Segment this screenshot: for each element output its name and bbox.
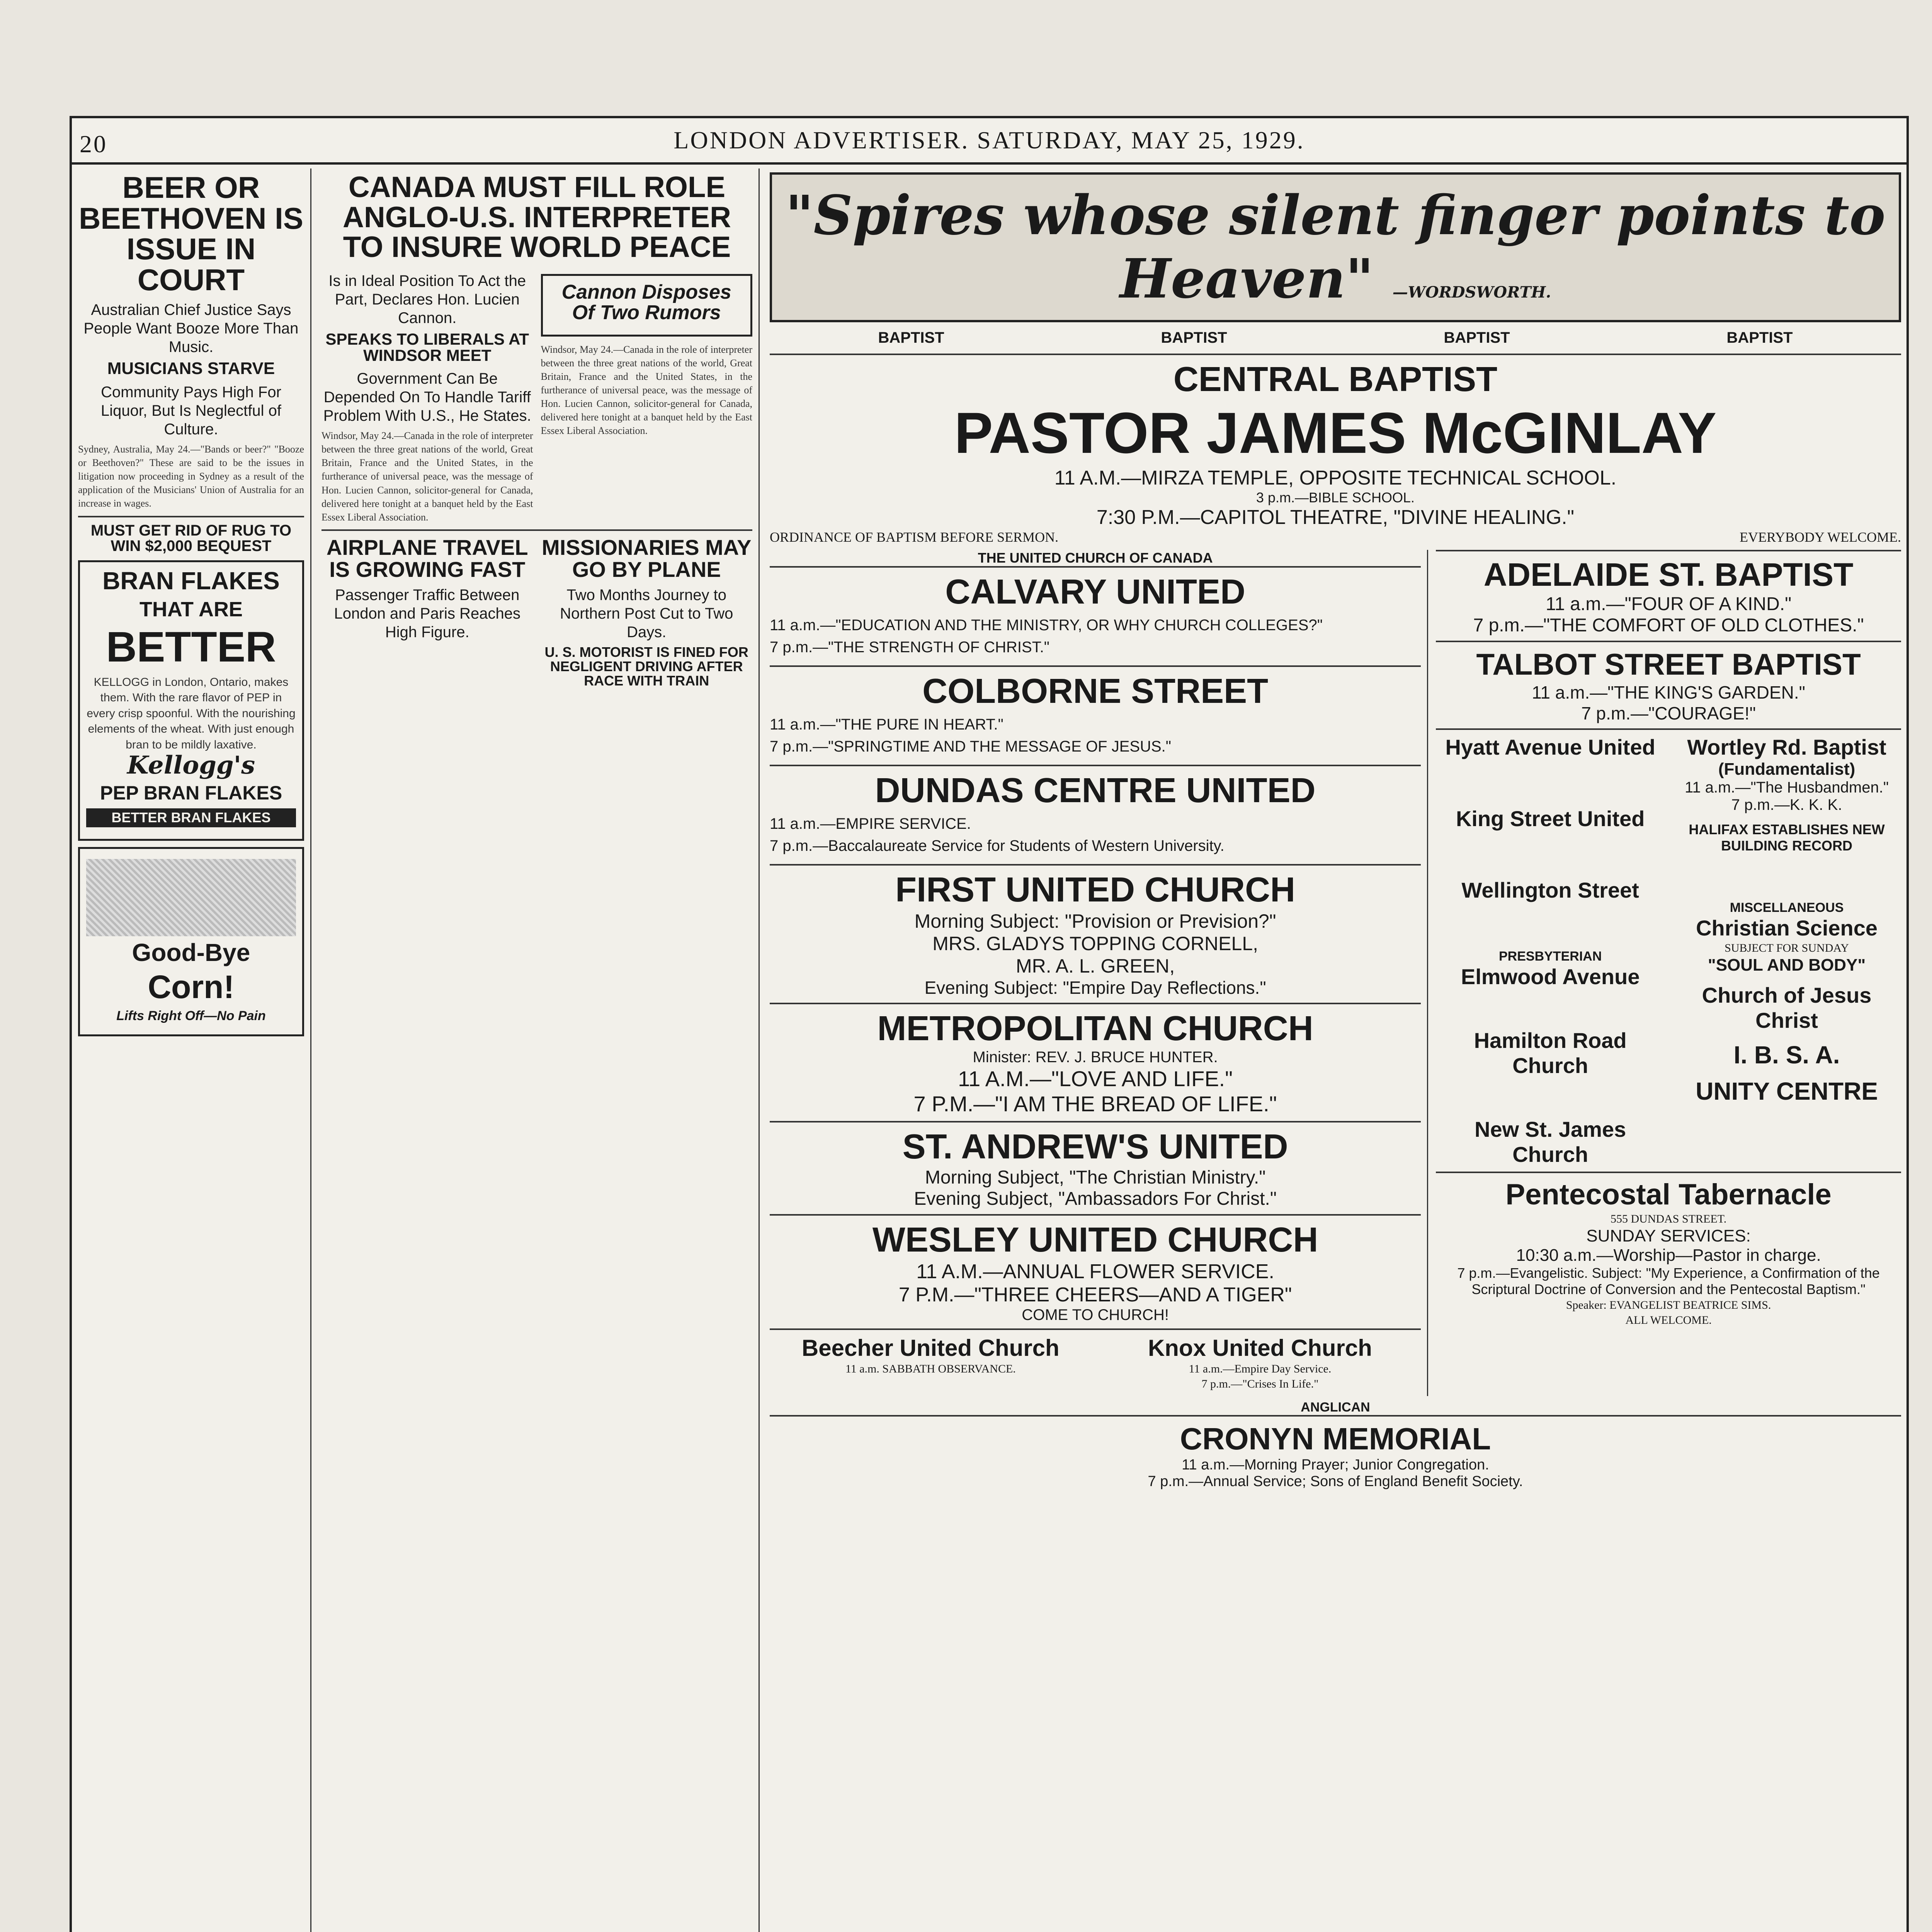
presbyterian-label: PRESBYTERIAN [1499,949,1602,964]
wortley-l1: 11 a.m.—"The Husbandmen." [1685,779,1889,796]
adelaide [1436,550,1901,641]
wesley-name: WESLEY UNITED CHURCH [872,1221,1318,1259]
beecher-name: Beecher United Church [801,1335,1060,1361]
colborne-l1: 11 a.m.—"THE PURE IN HEART." [770,716,1003,733]
baptist-label: BAPTIST [1161,329,1227,346]
metropolitan-l1: Minister: REV. J. BRUCE HUNTER. [973,1049,1218,1066]
baptist-label: BAPTIST [1726,329,1793,346]
subhead-ideal-position: Is in Ideal Position To Act the Part, Declares Hon. Lucien Cannon. [328,272,526,327]
central-pastor: PASTOR JAMES McGINLAY [954,400,1717,465]
headline-missionaries: MISSIONARIES MAY GO BY PLANE [542,535,752,582]
calvary-l2: 7 p.m.—"THE STRENGTH OF CHRIST." [770,639,1050,656]
anglican-section [770,1400,1901,1415]
corn-ad [78,847,304,1036]
pentecostal-l5: ALL WELCOME. [1625,1314,1712,1327]
anglican-label: ANGLICAN [1301,1400,1370,1415]
hyatt-name: Hyatt Avenue United [1445,735,1655,759]
central-l2: 3 p.m.—BIBLE SCHOOL. [1256,490,1415,505]
standrews-l1: Morning Subject, "The Christian Ministry." [925,1167,1266,1188]
baptist-label: BAPTIST [1444,329,1510,346]
first-l1: Morning Subject: "Provision or Prevision?" [914,910,1276,932]
story-cannon: Windsor, May 24.—Canada in the role of interpreter between the three great nations of the world, Great Britain, France and the United States, in the furtherance of universal peace, was the message of Hon. Lucien Cannon, solicitor-general for Canada, delivered here tonight at a banquet held by the East Essex Liberal Association. [321,430,533,523]
column-middle [315,168,760,1932]
st-andrews [770,1121,1421,1214]
first-united [770,864,1421,1003]
masthead-text: LONDON ADVERTISER. SATURDAY, MAY 25, 1929. [673,126,1305,154]
cronyn [770,1415,1901,1495]
wortley-name: Wortley Rd. Baptist [1687,735,1886,759]
story-beer-beethoven: Sydney, Australia, May 24.—"Bands or beer?" "Booze or Beethoven?" These are said to be the issues in litigation now proceeding in Sydney as a result of the application of the Musicians' Union of Australia for an increase in wages. [78,444,304,509]
wellington-name: Wellington Street [1461,878,1639,902]
pentecostal-addr: 555 DUNDAS STREET. [1610,1213,1727,1225]
cronyn-l1: 11 a.m.—Morning Prayer; Junior Congregation. [1182,1457,1489,1473]
headline-rug-bequest: MUST GET RID OF RUG TO WIN $2,000 BEQUEST [90,522,292,555]
subhead-missionaries: Two Months Journey to Northern Post Cut to Two Days. [560,587,733,641]
pentecostal-name: Pentecostal Tabernacle [1505,1178,1832,1211]
metropolitan-l2: 11 A.M.—"LOVE AND LIFE." [958,1066,1233,1091]
hamilton-name: Hamilton Road Church [1474,1028,1627,1078]
knox-name: Knox United Church [1148,1335,1372,1361]
wesley-l3: COME TO CHURCH! [1022,1306,1169,1323]
science-name: Christian Science [1696,916,1878,940]
headline-motorist: U. S. MOTORIST IS FINED FOR NEGLIGENT DRIVING AFTER RACE WITH TRAIN [544,644,748,689]
kellogg-ad [78,560,304,841]
headline-canada-interpreter: CANADA MUST FILL ROLE ANGLO-U.S. INTERPRETER TO INSURE WORLD PEACE [343,171,731,264]
ad-that-are: THAT ARE [139,598,243,621]
ad-footer: BETTER BRAN FLAKES [86,808,296,827]
dundas-l1: 11 a.m.—EMPIRE SERVICE. [770,815,971,832]
headline-beer-beethoven: BEER OR BEETHOVEN IS ISSUE IN COURT [79,170,303,297]
pentecostal-l1: SUNDAY SERVICES: [1586,1226,1751,1245]
ad-product: PEP BRAN FLAKES [100,782,282,804]
ad-better: BETTER [106,623,276,671]
subhead-windsor: SPEAKS TO LIBERALS AT WINDSOR MEET [325,330,529,365]
divider [78,516,304,517]
metropolitan-name: METROPOLITAN CHURCH [877,1009,1313,1048]
standrews-name: ST. ANDREW'S UNITED [902,1128,1288,1166]
central-baptist [770,354,1901,550]
colborne-name: COLBORNE STREET [922,672,1269,711]
newstjames-name: New St. James Church [1475,1117,1626,1167]
kingst-name: King Street United [1456,806,1645,831]
knox [1099,1335,1421,1391]
beecher [770,1335,1092,1391]
talbot-name: TALBOT STREET BAPTIST [1476,647,1861,681]
column-left [72,168,311,1932]
standrews-l2: Evening Subject, "Ambassadors For Christ." [914,1189,1277,1209]
central-name: CENTRAL BAPTIST [1173,360,1498,399]
first-l3: MR. A. L. GREEN, [1016,955,1175,977]
jesus-name: Church of Jesus Christ [1702,983,1872,1032]
foot-illustration [86,859,296,936]
metropolitan [770,1003,1421,1121]
calvary-name: CALVARY UNITED [945,573,1245,611]
unity-name: UNITY CENTRE [1696,1077,1878,1105]
page-number: 20 [80,130,107,158]
subhead-airplane: Passenger Traffic Between London and Paris Reaches High Figure. [334,587,521,641]
subhead-chief-justice: Australian Chief Justice Says People Want Booze More Than Music. [83,301,299,356]
spires-banner [770,172,1901,322]
talbot-l2: 7 p.m.—"COURAGE!" [1581,703,1756,723]
subhead-musicians: MUSICIANS STARVE [107,359,275,378]
box-cannon-rumors [541,274,753,337]
first-l2: MRS. GLADYS TOPPING CORNELL, [932,933,1259,954]
knox-l1: 11 a.m.—Empire Day Service. [1189,1362,1332,1375]
ad-corn: Corn! [148,969,235,1005]
wesley [770,1214,1421,1328]
metropolitan-l3: 7 P.M.—"I AM THE BREAD OF LIFE." [913,1092,1277,1116]
first-l4: Evening Subject: "Empire Day Reflections." [924,978,1266,998]
banner-credit: —WORDSWORTH. [1392,283,1551,301]
science-l2: "SOUL AND BODY" [1708,956,1866,975]
adelaide-l1: 11 a.m.—"FOUR OF A KIND." [1546,594,1792,614]
united-label: THE UNITED CHURCH OF CANADA [978,550,1213,566]
knox-l2: 7 p.m.—"Crises In Life." [1201,1378,1319,1390]
adelaide-name: ADELAIDE ST. BAPTIST [1483,556,1854,593]
colborne-l2: 7 p.m.—"SPRINGTIME AND THE MESSAGE OF JESUS." [770,738,1171,755]
story-cannon-cont: Windsor, May 24.—Canada in the role of interpreter between the three great nations of the world, Great Britain, France and the United States, in the furtherance of universal peace, was the message of Hon. Lucien Cannon, solicitor-general for Canada, delivered here tonight at a banquet held by the East Essex Liberal Association. [541,344,752,437]
church-directory [764,168,1907,1932]
cronyn-name: CRONYN MEMORIAL [1180,1422,1491,1456]
science-l1: SUBJECT FOR SUNDAY [1725,942,1849,954]
misc-label: MISCELLANEOUS [1730,900,1844,915]
divider [321,529,752,531]
subhead-community: Community Pays High For Liquor, But Is Neglectful of Culture. [101,384,281,438]
ad-text: KELLOGG in London, Ontario, makes them. With the rare flavor of PEP in every crisp spoonful. With the nourishing elements of the wheat. With just enough bran to be mildly laxative. [87,675,296,751]
first-name: FIRST UNITED CHURCH [895,871,1296,909]
ad-bran-flakes: BRAN FLAKES [102,567,280,595]
headline-airplane: AIRPLANE TRAVEL IS GROWING FAST [326,535,528,582]
pentecostal [1436,1172,1901,1332]
cronyn-l2: 7 p.m.—Annual Service; Sons of England Benefit Society. [1148,1473,1523,1490]
halifax-name: HALIFAX ESTABLISHES NEW BUILDING RECORD [1689,821,1885,854]
adelaide-l2: 7 p.m.—"THE COMFORT OF OLD CLOTHES." [1473,615,1864,636]
pentecostal-l2: 10:30 a.m.—Worship—Pastor in charge. [1516,1246,1821,1265]
wesley-l2: 7 P.M.—"THREE CHEERS—AND A TIGER" [898,1284,1292,1306]
central-l3: 7:30 P.M.—CAPITOL THEATRE, "DIVINE HEALING." [1096,506,1575,529]
wesley-l1: 11 A.M.—ANNUAL FLOWER SERVICE. [916,1260,1274,1283]
dundas-centre [770,765,1421,864]
newspaper-page [70,116,1909,1932]
ibsa-name: I. B. S. A. [1733,1041,1840,1069]
kellogg-logo: Kellogg's [127,751,255,780]
banner-text: "Spires whose silent finger points to Heaven" [785,184,1886,311]
colborne [770,665,1421,765]
pentecostal-l3: 7 p.m.—Evangelistic. Subject: "My Experience, a Confirmation of the Scriptural Doctrine of Conversion and the Pentecostal Baptism." [1457,1265,1880,1297]
wortley-l2: 7 p.m.—K. K. K. [1731,796,1842,813]
box-headline: Cannon Disposes Of Two Rumors [561,281,731,324]
elmwood-name: Elmwood Avenue [1461,964,1640,989]
ad-goodbye: Good-Bye [132,939,250,967]
baptist-label: BAPTIST [878,329,944,346]
dundas-name: DUNDAS CENTRE UNITED [875,771,1316,810]
beecher-l1: 11 a.m. SABBATH OBSERVANCE. [845,1362,1016,1375]
dundas-l2: 7 p.m.—Baccalaureate Service for Students of Western University. [770,837,1225,854]
talbot-l1: 11 a.m.—"THE KING'S GARDEN." [1532,682,1805,702]
baptist-labels [770,329,1901,347]
pentecostal-l4: Speaker: EVANGELIST BEATRICE SIMS. [1566,1299,1771,1311]
calvary [770,566,1421,665]
directory-grid [770,550,1901,1396]
talbot [1436,641,1901,728]
ad-lifts: Lifts Right Off—No Pain [116,1009,266,1024]
central-l5: EVERYBODY WELCOME. [1740,529,1901,545]
central-l4: ORDINANCE OF BAPTISM BEFORE SERMON. [770,529,1059,545]
wortley-sub: (Fundamentalist) [1718,760,1855,779]
subhead-tariff: Government Can Be Depended On To Handle Tariff Problem With U.S., He States. [323,370,531,425]
masthead [72,118,1906,165]
calvary-l1: 11 a.m.—"EDUCATION AND THE MINISTRY, OR WHY CHURCH COLLEGES?" [770,617,1323,634]
central-l1: 11 A.M.—MIRZA TEMPLE, OPPOSITE TECHNICAL SCHOOL. [1054,467,1617,489]
